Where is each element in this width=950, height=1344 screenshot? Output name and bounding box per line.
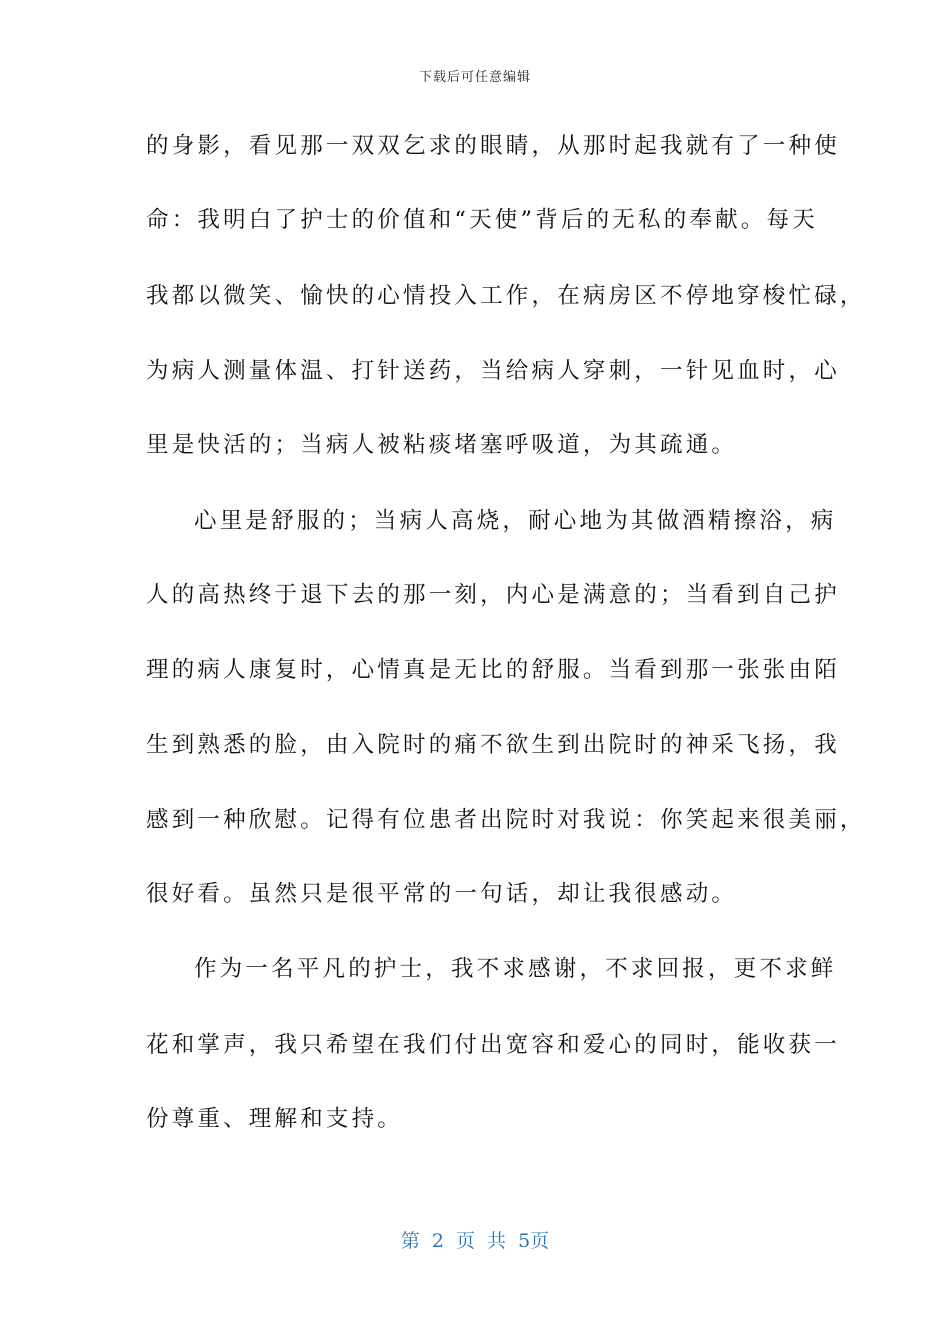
page-header: 下载后可任意编辑 <box>418 70 531 85</box>
body-line: 的身影，看见那一双双乞求的眼睛，从那时起我就有了一种使 <box>146 133 840 159</box>
body-line: 命：我明白了护士的价值和“天使”背后的无私的奉献。每天 <box>146 207 818 233</box>
body-line: 理的病人康复时，心情真是无比的舒服。当看到那一张张由陌 <box>146 657 840 683</box>
body-line: 感到一种欣慰。记得有位患者出院时对我说：你笑起来很美丽， <box>146 807 866 833</box>
page-number: 第 2 页 共 5页 <box>400 1230 550 1252</box>
body-line: 份尊重、理解和支持。 <box>146 1106 404 1132</box>
body-line: 里是快活的；当病人被粘痰堵塞呼吸道，为其疏通。 <box>146 432 738 458</box>
paragraph-start-line: 心里是舒服的；当病人高烧，耐心地为其做酒精擦浴，病 <box>194 508 837 534</box>
body-line: 花和掌声，我只希望在我们付出宽容和爱心的同时，能收获一 <box>146 1032 840 1058</box>
body-line: 人的高热终于退下去的那一刻，内心是满意的；当看到自己护 <box>146 582 840 608</box>
body-line: 生到熟悉的脸，由入院时的痛不欲生到出院时的神采飞扬，我 <box>146 732 840 758</box>
body-line: 很好看。虽然只是很平常的一句话，却让我很感动。 <box>146 881 738 907</box>
paragraph-start-line: 作为一名平凡的护士，我不求感谢，不求回报，更不求鲜 <box>194 956 837 982</box>
body-line: 我都以微笑、愉快的心情投入工作，在病房区不停地穿梭忙碌， <box>146 283 866 309</box>
body-line: 为病人测量体温、打针送药，当给病人穿刺，一针见血时，心 <box>146 358 840 384</box>
